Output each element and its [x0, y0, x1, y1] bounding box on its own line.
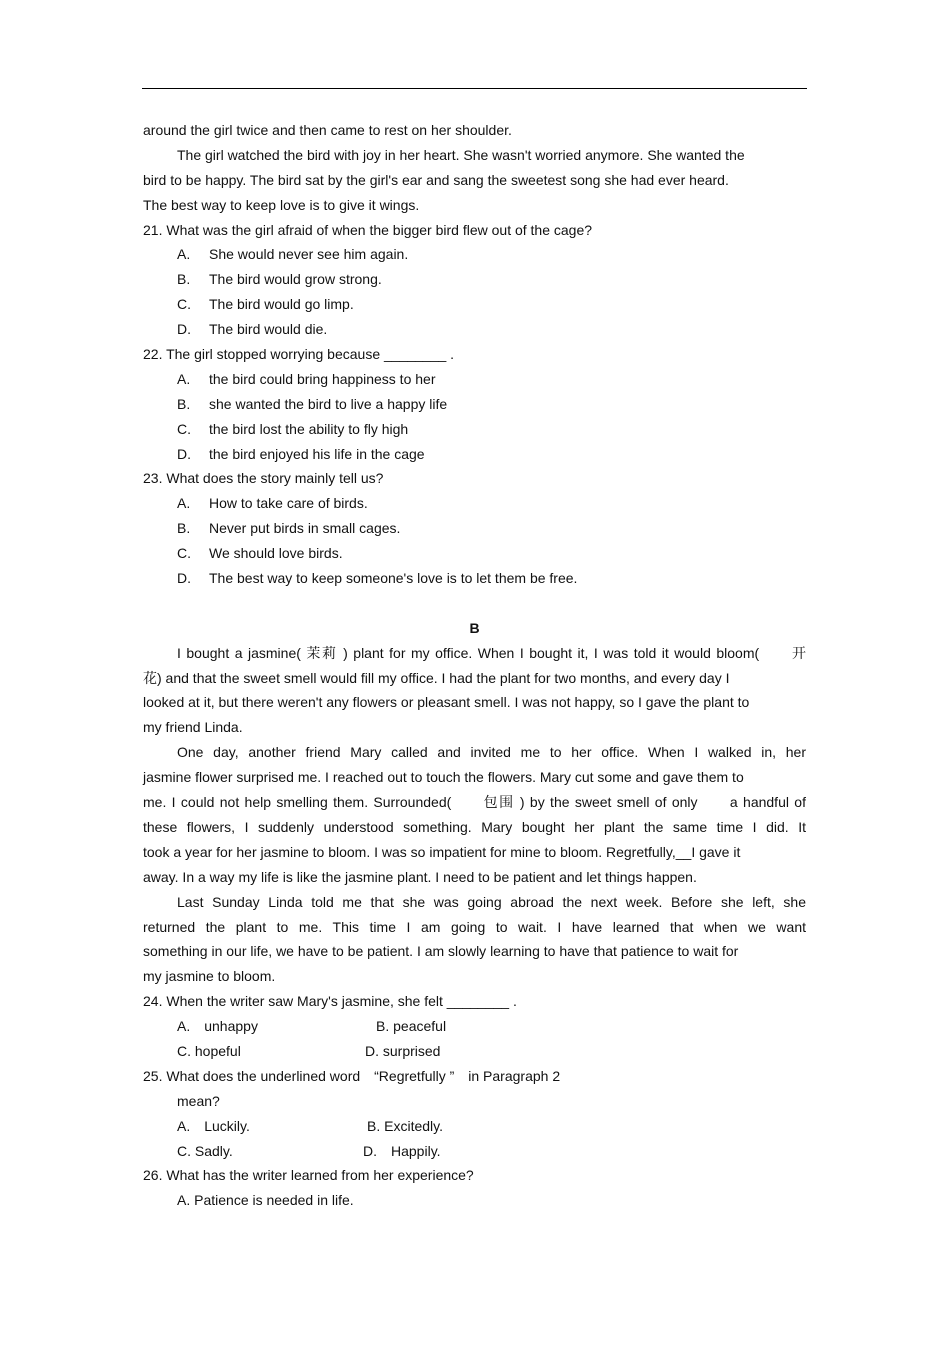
- text-line: bird to be happy. The bird sat by the girl's ear and sang the sweetest song she had ever heard.: [143, 171, 729, 188]
- option-text: We should love birds.: [209, 545, 343, 562]
- text-line: I bought a jasmine( 茉莉 ) plant for my office. When I bought it, I was told it would bloom( 开: [177, 644, 806, 661]
- text-line: jasmine flower surprised me. I reached out to touch the flowers. Mary cut some and gave them to: [143, 769, 744, 786]
- options-24-row2: [143, 1039, 806, 1064]
- option-24-b: B. peaceful: [376, 1018, 447, 1035]
- document-body: [143, 118, 806, 1213]
- text-line: me. I could not help smelling them. Surrounded( 包围 ) by the sweet smell of only a handful of: [143, 794, 806, 811]
- option-24-d: D. surprised: [365, 1042, 441, 1059]
- text-line: returned the plant to me. This time I am going to wait. I have learned that when we want: [143, 918, 806, 935]
- option-text: Never put birds in small cages.: [209, 520, 401, 537]
- question-26: 26. What has the writer learned from her experience?: [143, 1167, 474, 1184]
- option-25-a: A. Luckily.: [177, 1117, 250, 1134]
- option-text: The bird would go limp.: [209, 296, 354, 313]
- option-letter: B.: [177, 271, 191, 288]
- option-letter: B.: [177, 520, 191, 537]
- option-text: The best way to keep someone's love is to let them be free.: [209, 570, 578, 587]
- option-text: She would never see him again.: [209, 246, 409, 263]
- text-line: The best way to keep love is to give it wings.: [143, 196, 420, 213]
- text-line: Last Sunday Linda told me that she was going abroad the next week. Before she left, she: [177, 893, 806, 910]
- option-text: the bird could bring happiness to her: [209, 370, 436, 387]
- option-23-d: [143, 566, 806, 591]
- option-23-b: [143, 516, 806, 541]
- text-line: these flowers, I suddenly understood something. Mary bought her plant the same time I did. It: [143, 818, 806, 835]
- option-23-c: [143, 541, 806, 566]
- text-line: my friend Linda.: [143, 719, 243, 736]
- option-25-d: D. Happily.: [363, 1142, 441, 1159]
- question-24: 24. When the writer saw Mary's jasmine, she felt ________ .: [143, 993, 517, 1010]
- option-letter: A.: [177, 370, 191, 387]
- option-letter: D.: [177, 570, 191, 587]
- text-line: my jasmine to bloom.: [143, 968, 276, 985]
- question-25-cont: mean?: [177, 1092, 220, 1109]
- text-line: something in our life, we have to be patient. I am slowly learning to have that patience to wait for: [143, 943, 739, 960]
- option-22-c: [143, 417, 806, 442]
- option-23-a: [143, 491, 806, 516]
- option-text: The bird would grow strong.: [209, 271, 382, 288]
- option-text: she wanted the bird to live a happy life: [209, 395, 448, 412]
- option-22-a: [143, 367, 806, 392]
- option-letter: A.: [177, 495, 191, 512]
- option-21-a: [143, 242, 806, 267]
- text-line: around the girl twice and then came to rest on her shoulder.: [143, 122, 512, 138]
- option-24-c: C. hopeful: [177, 1042, 241, 1059]
- option-24-a: A. unhappy: [177, 1018, 258, 1035]
- question-25: 25. What does the underlined word “Regretfully ” in Paragraph 2: [143, 1067, 561, 1084]
- options-25-row1: [143, 1114, 806, 1139]
- text-line: The girl watched the bird with joy in her heart. She wasn't worried anymore. She wanted the: [177, 146, 745, 163]
- text-line: looked at it, but there weren't any flowers or pleasant smell. I was not happy, so I gave the plant to: [143, 694, 750, 711]
- option-21-d: [143, 317, 806, 342]
- option-22-d: [143, 442, 806, 467]
- option-letter: D.: [177, 321, 191, 338]
- option-letter: C.: [177, 545, 191, 562]
- header-rule: [142, 88, 807, 89]
- options-25-row2: [143, 1139, 806, 1164]
- option-21-c: [143, 292, 806, 317]
- option-letter: C.: [177, 296, 191, 313]
- options-24-row1: [143, 1014, 806, 1039]
- option-25-c: C. Sadly.: [177, 1142, 233, 1159]
- option-letter: D.: [177, 445, 191, 462]
- text-line: took a year for her jasmine to bloom. I was so impatient for mine to bloom. Regretfully,__I gave it: [143, 843, 741, 860]
- option-letter: C.: [177, 420, 191, 437]
- text-line: 花) and that the sweet smell would fill my office. I had the plant for two months, and every day I: [143, 669, 730, 686]
- option-text: How to take care of birds.: [209, 495, 368, 512]
- question-21: 21. What was the girl afraid of when the bigger bird flew out of the cage?: [143, 221, 593, 238]
- option-text: the bird lost the ability to fly high: [209, 420, 409, 437]
- text-line: away. In a way my life is like the jasmine plant. I need to be patient and let things happen.: [143, 868, 697, 885]
- option-text: the bird enjoyed his life in the cage: [209, 445, 425, 462]
- option-text: The bird would die.: [209, 321, 328, 338]
- option-letter: A.: [177, 246, 191, 263]
- question-23: 23. What does the story mainly tell us?: [143, 470, 384, 487]
- section-b-heading: B: [469, 619, 480, 636]
- text-line: One day, another friend Mary called and invited me to her office. When I walked in, her: [177, 744, 806, 761]
- option-25-b: B. Excitedly.: [367, 1117, 443, 1134]
- option-26-a: A. Patience is needed in life.: [177, 1192, 354, 1209]
- option-22-b: [143, 392, 806, 417]
- question-22: 22. The girl stopped worrying because ________ .: [143, 346, 455, 363]
- option-letter: B.: [177, 395, 191, 412]
- option-21-b: [143, 267, 806, 292]
